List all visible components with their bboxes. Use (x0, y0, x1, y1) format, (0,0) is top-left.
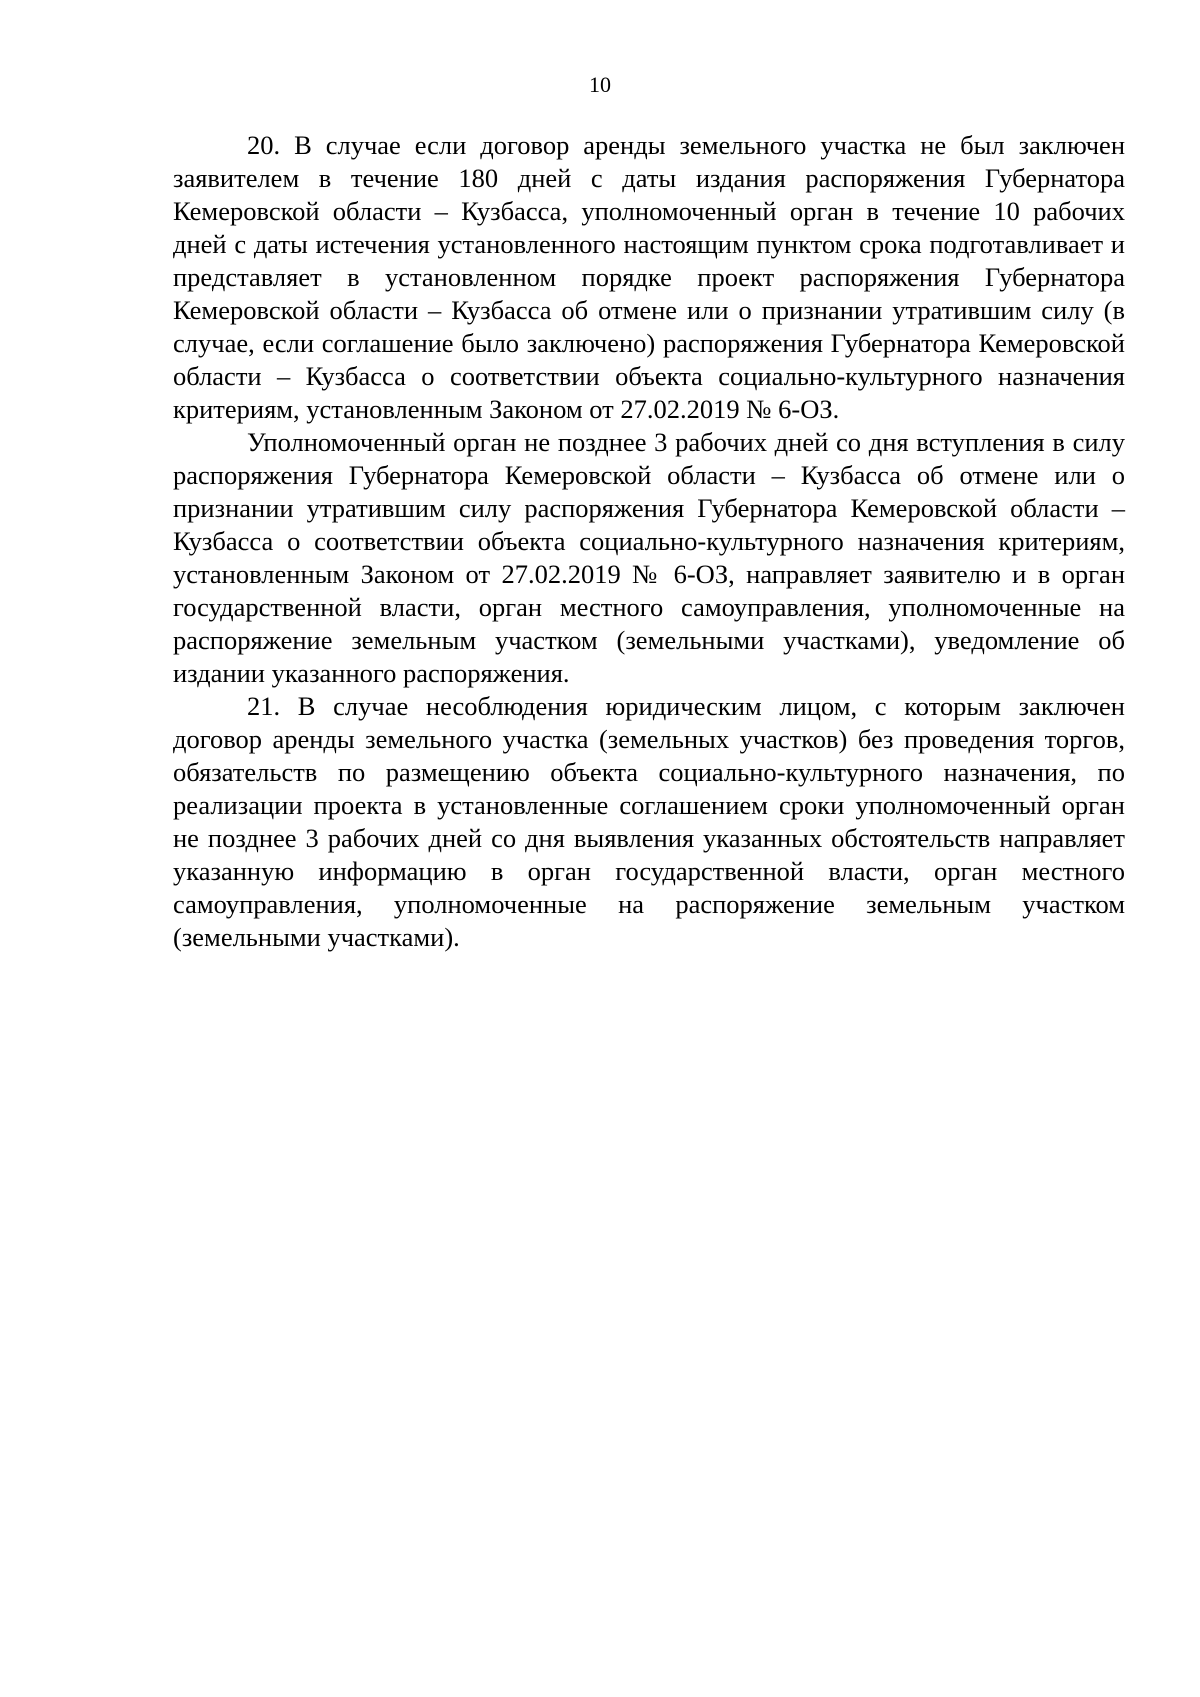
page-number: 10 (589, 72, 611, 97)
paragraph-20: 20. В случае если договор аренды земельного участка не был заключен заявителем в течение 180 дней с даты издания распоряжения Губернатора Кемеровской области – Кузбасса, уполномоченный орган в течение 10 рабочих дней с даты истечения установленного настоящим пунктом срока подготавливает и представляет в установленном порядке проект распоряжения Губернатора Кемеровской области – Кузбасса об отмене или о признании утратившим силу (в случае, если соглашение было заключено) распоряжения Губернатора Кемеровской области – Кузбасса о соответствии объекта социально-культурного назначения критериям, установленным Законом от 27.02.2019 № 6-ОЗ. (173, 130, 1125, 424)
paragraph-notification: Уполномоченный орган не позднее 3 рабочих дней со дня вступления в силу распоряжения Губернатора Кемеровской области – Кузбасса об отмене или о признании утратившим силу распоряжения Губернатора Кемеровской области – Кузбасса о соответствии объекта социально-культурного назначения критериям, установленным Законом от 27.02.2019 № 6-ОЗ, направляет заявителю и в орган государственной власти, орган местного самоуправления, уполномоченные на распоряжение земельным участком (земельными участками), уведомление об издании указанного распоряжения. (173, 427, 1125, 688)
document-body (173, 129, 1125, 954)
paragraph-21: 21. В случае несоблюдения юридическим лицом, с которым заключен договор аренды земельного участка (земельных участков) без проведения торгов, обязательств по размещению объекта социально-культурного назначения, по реализации проекта в установленные соглашением сроки уполномоченный орган не позднее 3 рабочих дней со дня выявления указанных обстоятельств направляет указанную информацию в орган государственной власти, орган местного самоуправления, уполномоченные на распоряжение земельным участком (земельными участками). (173, 691, 1125, 952)
